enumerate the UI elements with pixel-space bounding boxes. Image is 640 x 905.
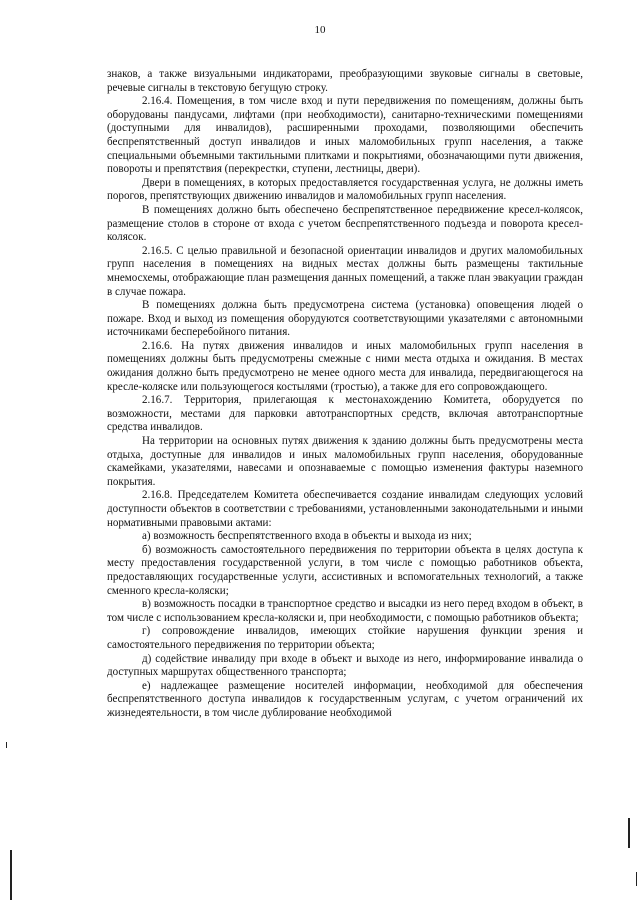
document-body xyxy=(107,68,583,721)
paragraph-fire-alarm: В помещениях должна быть предусмотрена система (установка) оповещения людей о пожаре. Вход и выход из помещения оборудуются соответствующими указателями с автономными источниками бесперебойного питания. xyxy=(107,299,583,339)
paragraph-2-16-6: 2.16.6. На путях движения инвалидов и иных маломобильных групп населения в помещениях должны быть предусмотрены смежные с ними места отдыха и ожидания. В местах ожидания должно быть предусмотрено не менее одного места для инвалида, передвигающегося на кресле-коляске или пользующегося костылями (тростью), а также для его сопровождающего. xyxy=(107,339,583,393)
scan-margin-mark xyxy=(636,872,637,886)
list-item-b: б) возможность самостоятельного передвижения по территории объекта в целях доступа к месту предоставления государственной услуги, в том числе с помощью работников объекта, предоставляющих государственные услуги, ассистивных и вспомогательных технологий, а также сменного кресла-коляски; xyxy=(107,543,583,597)
list-item-d: д) содействие инвалиду при входе в объект и выходе из него, информирование инвалида о доступных маршрутах общественного транспорта; xyxy=(107,652,583,679)
page-number: 10 xyxy=(314,24,326,36)
list-item-v: в) возможность посадки в транспортное средство и высадки из него перед входом в объект, в том числе с использованием кресла-коляски и, при необходимости, с помощью работников объекта; xyxy=(107,598,583,624)
paragraph-wheelchairs: В помещениях должно быть обеспечено беспрепятственное передвижение кресел-колясок, размещение столов в стороне от входа с учетом беспрепятственного подъезда и поворота кресел-колясок. xyxy=(107,203,583,244)
paragraph-2-16-8: 2.16.8. Председателем Комитета обеспечивается создание инвалидам следующих условий доступности объектов в соответствии с требованиями, установленными законодательными и иными нормативными правовыми актами: xyxy=(107,489,583,529)
list-item-a: а) возможность беспрепятственного входа в объекты и выхода из них; xyxy=(142,530,472,543)
scan-margin-mark xyxy=(628,818,630,848)
scan-margin-mark xyxy=(10,850,12,900)
paragraph-2-16-4: 2.16.4. Помещения, в том числе вход и пути передвижения по помещениям, должны быть оборудованы пандусами, лифтами (при необходимости), санитарно-техническими помещениями (доступными для инвалидов), расширенными проходами, позволяющими обеспечить беспрепятственный доступ инвалидов и иных маломобильных групп населения, а также специальными объемными тактильными плитками и покрытиями, обозначающими пути движения, повороты и препятствия (перекрестки, ступени, лестницы, двери). xyxy=(107,95,583,176)
scan-margin-mark xyxy=(6,742,7,748)
paragraph-2-16-5: 2.16.5. С целью правильной и безопасной ориентации инвалидов и других маломобильных групп населения в помещениях на видных местах должны быть размещены тактильные мнемосхемы, отображающие план размещения данных помещений, а также план эвакуации граждан в случае пожара. xyxy=(107,244,583,298)
paragraph-1: знаков, а также визуальными индикаторами, преобразующими звуковые сигналы в световые, речевые сигналы в текстовую бегущую строку. xyxy=(107,68,583,94)
paragraph-doors: Двери в помещениях, в которых предоставляется государственная услуга, не должны иметь порогов, препятствующих движению инвалидов и маломобильных групп населения. xyxy=(107,176,583,203)
list-item-e: е) надлежащее размещение носителей информации, необходимой для обеспечения беспрепятственного доступа инвалидов к государственным услугам, с учетом ограничений их жизнедеятельности, в том числе дублирование необходимой xyxy=(107,679,583,719)
paragraph-territory: На территории на основных путях движения к зданию должны быть предусмотрены места отдыха, доступные для инвалидов и иных маломобильных групп населения, оборудованные скамейками, указателями, навесами и опознаваемые с помощью изменения фактуры наземного покрытия. xyxy=(107,435,583,488)
paragraph-2-16-7: 2.16.7. Территория, прилегающая к местонахождению Комитета, оборудуется по возможности, местами для парковки автотранспортных средств, включая автотранспортные средства инвалидов. xyxy=(107,394,583,434)
list-item-g: г) сопровождение инвалидов, имеющих стойкие нарушения функции зрения и самостоятельного передвижения по территории объекта; xyxy=(107,625,583,651)
